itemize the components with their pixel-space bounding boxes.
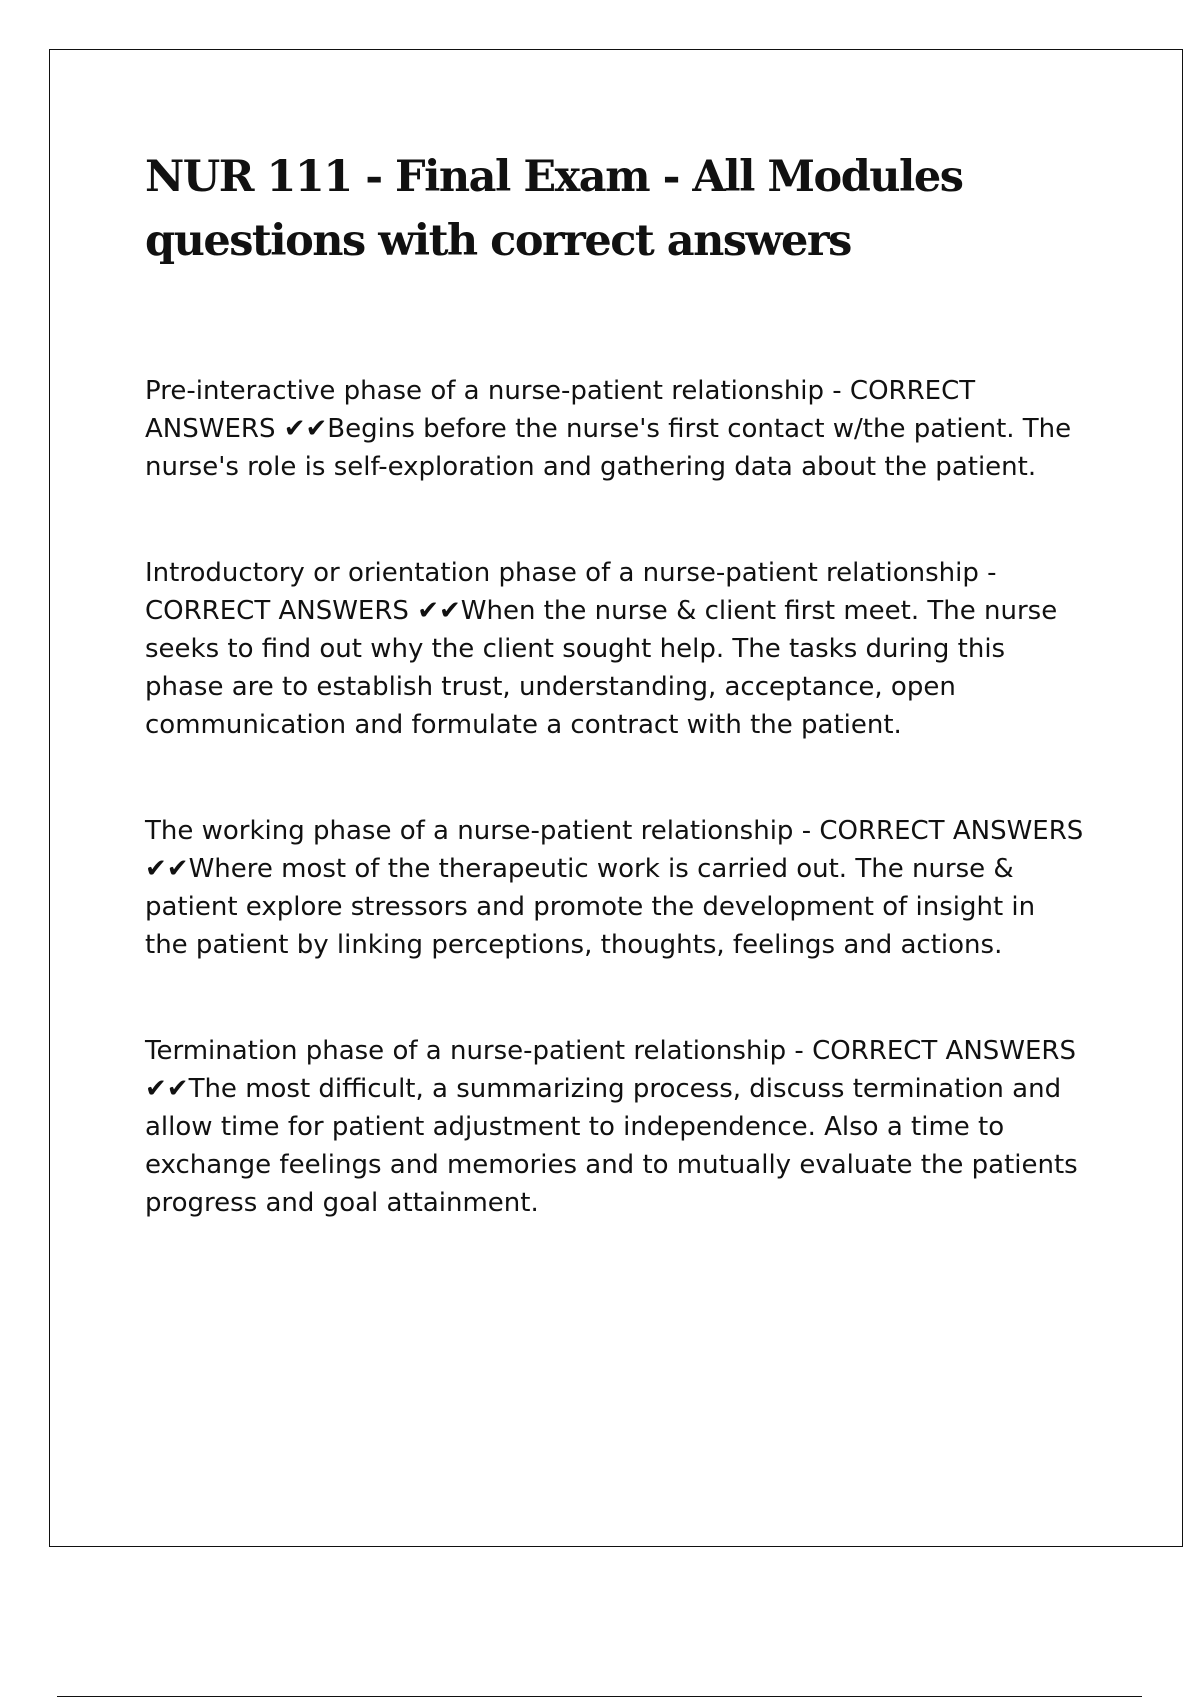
qa-item-termination-phase: Termination phase of a nurse-patient relationship - CORRECT ANSWERS ✔✔The most difficult, a summarizing process, discuss termination and allow time for patient adjustment to independence. Also a time to exchange feelings and memories and to mutually evaluate the patients progress and goal attainment. — [145, 1036, 1078, 1218]
qa-list — [145, 372, 1085, 1222]
qa-item-pre-interactive-phase: Pre-interactive phase of a nurse-patient relationship - CORRECT ANSWERS ✔✔Begins before the nurse's first contact w/the patient. The nurse's role is self-exploration and gathering data about the patient. — [145, 376, 1072, 482]
qa-item-working-phase: The working phase of a nurse-patient relationship - CORRECT ANSWERS ✔✔Where most of the therapeutic work is carried out. The nurse & patient explore stressors and promote the development of insight in the patient by linking perceptions, thoughts, feelings and actions. — [145, 816, 1084, 960]
document-title: NUR 111 - Final Exam - All Modules questions with correct answers — [145, 152, 963, 266]
qa-item-orientation-phase: Introductory or orientation phase of a nurse-patient relationship - CORRECT ANSWERS ✔✔When the nurse & client first meet. The nurse seeks to find out why the client sought help. The tasks during this phase are to establish trust, understanding, acceptance, open communication and formulate a contract with the patient. — [145, 558, 1058, 740]
footer-rule — [57, 1696, 1142, 1697]
document-body — [145, 145, 1085, 1290]
